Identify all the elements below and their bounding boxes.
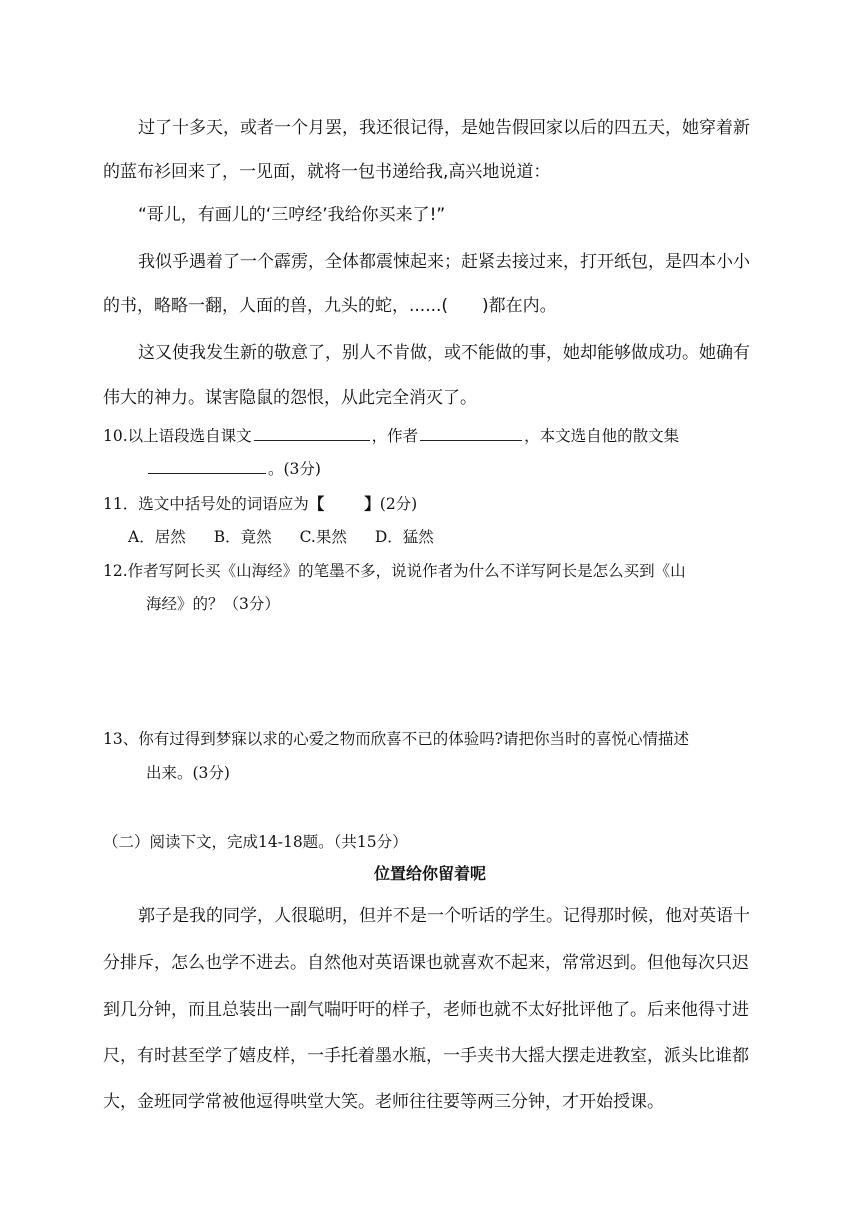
question-10 (103, 424, 679, 448)
passage1-line-7: 伟大的神力。谋害隐鼠的怨恨，从此完全消灭了。 (103, 388, 477, 408)
option-d[interactable]: D．猛然 (374, 528, 434, 546)
option-c[interactable]: C.果然 (299, 528, 347, 546)
question-11-text: 11．选文中括号处的词语应为 (103, 495, 309, 513)
section2-line-1: 郭子是我的同学，人很聪明，但并不是一个听话的学生。记得那时候，他对英语十 (138, 906, 750, 926)
option-a[interactable]: A．居然 (128, 528, 186, 546)
question-13-line-2: 出来。(3分) (146, 764, 230, 782)
section-2-heading: （二）阅读下文，完成14-18题。（共15分） (103, 833, 408, 851)
question-10-text-d: 。(3分) (268, 460, 321, 478)
question-13-line-1: 13、你有过得到梦寐以求的心爱之物而欣喜不已的体验吗?请把你当时的喜悦心情描述 (103, 730, 690, 748)
article-title: 位置给你留着呢 (373, 864, 486, 883)
answer-blank-lesson[interactable] (254, 424, 370, 441)
section2-line-4: 尺，有时甚至学了嬉皮样，一手托着墨水瓶，一手夹书大摇大摆走进教室，派头比谁都 (103, 1046, 749, 1066)
passage1-line-1: 过了十多天，或者一个月罢，我还很记得，是她告假回家以后的四五天，她穿着新 (138, 118, 750, 138)
question-10-text-c: ，本文选自他的散文集 (524, 427, 680, 445)
question-10-cont (146, 457, 321, 481)
section2-line-5: 大，金班同学常被他逗得哄堂大笑。老师往往要等两三分钟，才开始授课。 (103, 1092, 664, 1112)
passage1-line-5: 的书，略略一翻，人面的兽，九头的蛇，......( )都在内。 (103, 296, 557, 316)
question-11 (103, 492, 417, 516)
passage1-line-4: 我似乎遇着了一个霹雳，全体都震悚起来；赶紧去接过来，打开纸包，是四本小小 (138, 252, 750, 272)
passage1-line-6: 这又使我发生新的敬意了，别人不肯做，或不能做的事，她却能够做成功。她确有 (138, 343, 750, 363)
question-12-line-1: 12.作者写阿长买《山海经》的笔墨不多，说说作者为什么不详写阿长是怎么买到《山 (103, 562, 686, 580)
question-10-text-a: 10.以上语段选自课文 (103, 427, 252, 445)
bracket-open: 【 (308, 494, 325, 513)
question-10-text-b: ，作者 (371, 427, 419, 445)
answer-blank-author[interactable] (420, 424, 522, 441)
passage1-line-3: “哥儿，有画儿的‘三哼经’我给你买来了!” (138, 205, 446, 225)
passage1-line-2: 的蓝布衫回来了，一见面，就将一包书递给我,高兴地说道： (103, 162, 551, 182)
section2-line-2: 分排斥，怎么也学不进去。自然他对英语课也就喜欢不起来，常常迟到。但他每次只迟 (103, 953, 749, 973)
question-12-line-2: 海经》的？（3分） (146, 595, 280, 613)
answer-blank-collection[interactable] (148, 457, 266, 474)
option-b[interactable]: B．竟然 (213, 528, 272, 546)
question-11-options (128, 525, 462, 549)
section2-line-3: 到几分钟，而且总装出一副气喘吁吁的样子，老师也就不太好批评他了。后来他得寸进 (103, 1000, 749, 1020)
bracket-close: 】 (364, 494, 380, 513)
question-11-score: (2分) (379, 495, 418, 513)
